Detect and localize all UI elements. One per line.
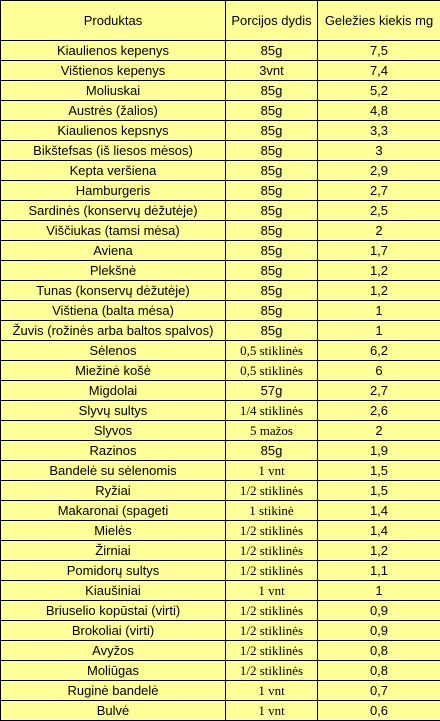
cell-portion-size: 5 mažos — [226, 421, 318, 441]
cell-product: Bulvė — [1, 701, 226, 721]
cell-portion-size: 1 vnt — [226, 681, 318, 701]
table-row — [1, 121, 440, 141]
cell-iron-amount: 6 — [318, 361, 440, 381]
table-row — [1, 81, 440, 101]
cell-product: Razinos — [1, 441, 226, 461]
cell-portion-size: 85g — [226, 181, 318, 201]
cell-iron-amount: 1,7 — [318, 241, 440, 261]
cell-product: Miežinė košė — [1, 361, 226, 381]
table-row — [1, 161, 440, 181]
table-row — [1, 321, 440, 341]
cell-portion-size: 1 stikinė — [226, 501, 318, 521]
table-row — [1, 521, 440, 541]
cell-iron-amount: 2,5 — [318, 201, 440, 221]
table-row — [1, 61, 440, 81]
table-row — [1, 621, 440, 641]
cell-iron-amount: 7,5 — [318, 41, 440, 61]
cell-iron-amount: 0,9 — [318, 621, 440, 641]
cell-product: Kiaulienos kepsnys — [1, 121, 226, 141]
table-row — [1, 561, 440, 581]
table-row — [1, 601, 440, 621]
table-row — [1, 101, 440, 121]
cell-portion-size: 0,5 stiklinės — [226, 341, 318, 361]
header-product: Produktas — [1, 1, 226, 41]
cell-portion-size: 1/2 stiklinės — [226, 561, 318, 581]
cell-iron-amount: 5,2 — [318, 81, 440, 101]
cell-iron-amount: 2,7 — [318, 181, 440, 201]
cell-iron-amount: 1,5 — [318, 461, 440, 481]
cell-iron-amount: 1,5 — [318, 481, 440, 501]
table-row — [1, 241, 440, 261]
cell-product: Kiaušiniai — [1, 581, 226, 601]
cell-product: Bikštefsas (iš liesos mėsos) — [1, 141, 226, 161]
header-iron-amount: Geležies kiekis mg — [318, 1, 440, 41]
cell-iron-amount: 1,1 — [318, 561, 440, 581]
cell-portion-size: 1/2 stiklinės — [226, 601, 318, 621]
cell-portion-size: 85g — [226, 261, 318, 281]
cell-portion-size: 85g — [226, 161, 318, 181]
cell-portion-size: 85g — [226, 441, 318, 461]
cell-iron-amount: 3,3 — [318, 121, 440, 141]
cell-product: Ryžiai — [1, 481, 226, 501]
cell-product: Žirniai — [1, 541, 226, 561]
cell-iron-amount: 0,8 — [318, 641, 440, 661]
cell-portion-size: 1 vnt — [226, 461, 318, 481]
table-row — [1, 401, 440, 421]
cell-portion-size: 1/2 stiklinės — [226, 621, 318, 641]
cell-product: Makaronai (spageti — [1, 501, 226, 521]
cell-portion-size: 85g — [226, 321, 318, 341]
cell-product: Moliūgas — [1, 661, 226, 681]
table-row — [1, 301, 440, 321]
cell-portion-size: 85g — [226, 121, 318, 141]
table-row — [1, 341, 440, 361]
cell-portion-size: 85g — [226, 201, 318, 221]
table-row — [1, 641, 440, 661]
table-row — [1, 261, 440, 281]
table-row — [1, 441, 440, 461]
cell-product: Bandelė su sėlenomis — [1, 461, 226, 481]
cell-iron-amount: 1 — [318, 301, 440, 321]
cell-product: Brokoliai (virti) — [1, 621, 226, 641]
table-row — [1, 181, 440, 201]
cell-iron-amount: 2,7 — [318, 381, 440, 401]
cell-product: Kepta veršiena — [1, 161, 226, 181]
cell-product: Briuselio kopūstai (virti) — [1, 601, 226, 621]
table-row — [1, 221, 440, 241]
header-row — [1, 1, 440, 41]
cell-portion-size: 85g — [226, 41, 318, 61]
table-row — [1, 141, 440, 161]
cell-product: Sardinės (konservų dėžutėje) — [1, 201, 226, 221]
cell-product: Hamburgeris — [1, 181, 226, 201]
cell-product: Sėlenos — [1, 341, 226, 361]
table-row — [1, 481, 440, 501]
cell-iron-amount: 4,8 — [318, 101, 440, 121]
cell-product: Žuvis (rožinės arba baltos spalvos) — [1, 321, 226, 341]
cell-portion-size: 57g — [226, 381, 318, 401]
cell-product: Austrės (žalios) — [1, 101, 226, 121]
cell-portion-size: 1 vnt — [226, 701, 318, 721]
cell-product: Avyžos — [1, 641, 226, 661]
cell-product: Slyvos — [1, 421, 226, 441]
cell-portion-size: 85g — [226, 301, 318, 321]
cell-product: Plekšnė — [1, 261, 226, 281]
cell-iron-amount: 2,9 — [318, 161, 440, 181]
table-row — [1, 541, 440, 561]
cell-iron-amount: 1,2 — [318, 541, 440, 561]
cell-iron-amount: 1,2 — [318, 281, 440, 301]
cell-product: Slyvų sultys — [1, 401, 226, 421]
table-row — [1, 361, 440, 381]
table-row — [1, 201, 440, 221]
cell-portion-size: 1/2 stiklinės — [226, 521, 318, 541]
cell-portion-size: 85g — [226, 141, 318, 161]
cell-iron-amount: 2 — [318, 421, 440, 441]
cell-iron-amount: 1 — [318, 581, 440, 601]
cell-iron-amount: 0,8 — [318, 661, 440, 681]
table-row — [1, 681, 440, 701]
table-row — [1, 701, 440, 721]
cell-portion-size: 0,5 stiklinės — [226, 361, 318, 381]
cell-product: Vištienos kepenys — [1, 61, 226, 81]
cell-product: Mielės — [1, 521, 226, 541]
cell-iron-amount: 0,7 — [318, 681, 440, 701]
cell-iron-amount: 1,4 — [318, 521, 440, 541]
cell-product: Ruginė bandelė — [1, 681, 226, 701]
table-row — [1, 381, 440, 401]
table-row — [1, 281, 440, 301]
cell-portion-size: 85g — [226, 81, 318, 101]
cell-iron-amount: 7,4 — [318, 61, 440, 81]
cell-product: Aviena — [1, 241, 226, 261]
table-body — [1, 41, 440, 721]
cell-iron-amount: 0,6 — [318, 701, 440, 721]
cell-portion-size: 85g — [226, 101, 318, 121]
table-row — [1, 661, 440, 681]
table-header — [1, 1, 440, 41]
cell-product: Tunas (konservų dėžutėje) — [1, 281, 226, 301]
cell-product: Vištiena (balta mėsa) — [1, 301, 226, 321]
cell-portion-size: 85g — [226, 241, 318, 261]
cell-product: Kiaulienos kepenys — [1, 41, 226, 61]
cell-portion-size: 85g — [226, 281, 318, 301]
cell-product: Moliuskai — [1, 81, 226, 101]
cell-portion-size: 1/4 stiklinės — [226, 401, 318, 421]
table-row — [1, 581, 440, 601]
cell-portion-size: 1/2 stiklinės — [226, 481, 318, 501]
cell-portion-size: 3vnt — [226, 61, 318, 81]
cell-iron-amount: 1,9 — [318, 441, 440, 461]
cell-iron-amount: 6,2 — [318, 341, 440, 361]
table-row — [1, 421, 440, 441]
cell-iron-amount: 2,6 — [318, 401, 440, 421]
cell-product: Pomidorų sultys — [1, 561, 226, 581]
header-portion-size: Porcijos dydis — [226, 1, 318, 41]
table-row — [1, 41, 440, 61]
cell-iron-amount: 0,9 — [318, 601, 440, 621]
cell-iron-amount: 1,4 — [318, 501, 440, 521]
table-row — [1, 501, 440, 521]
cell-iron-amount: 3 — [318, 141, 440, 161]
cell-iron-amount: 2 — [318, 221, 440, 241]
cell-iron-amount: 1,2 — [318, 261, 440, 281]
cell-portion-size: 85g — [226, 221, 318, 241]
table-row — [1, 461, 440, 481]
cell-product: Viščiukas (tamsi mėsa) — [1, 221, 226, 241]
cell-portion-size: 1/2 stiklinės — [226, 641, 318, 661]
cell-product: Migdolai — [1, 381, 226, 401]
cell-portion-size: 1/2 stiklinės — [226, 661, 318, 681]
cell-iron-amount: 1 — [318, 321, 440, 341]
cell-portion-size: 1/2 stiklinės — [226, 541, 318, 561]
cell-portion-size: 1 vnt — [226, 581, 318, 601]
